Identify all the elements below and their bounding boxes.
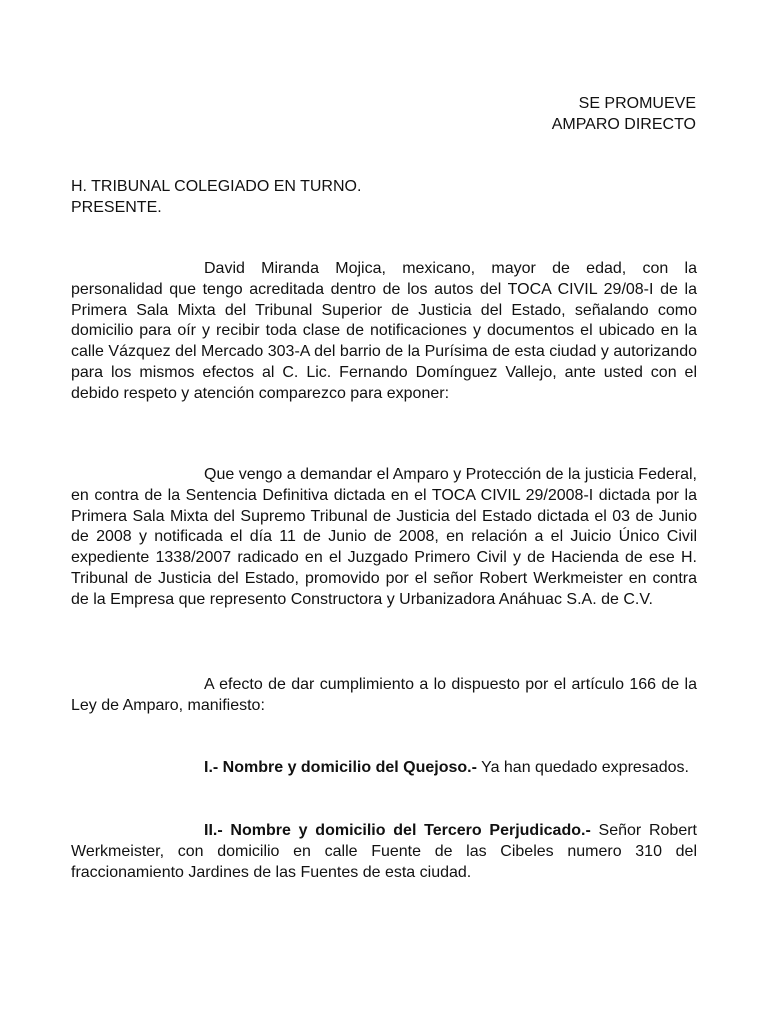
tercero-heading: II.- Nombre y domicilio del Tercero Perjudicado.- (204, 822, 591, 839)
addressee-block (71, 176, 361, 218)
paragraph-demand: Que vengo a demandar el Amparo y Protección de la justicia Federal, en contra de la Sentencia Definitiva dictada en el TOCA CIVIL 29/2008-I dictada por la Primera Sala Mixta del Supremo Tribunal de Justicia del Estado dictada el 03 de Junio de 2008 y notificada el día 11 de Junio de 2008, en relación a el Juicio Único Civil expediente 1338/2007 radicado en el Juzgado Primero Civil y de Hacienda de ese H. Tribunal de Justicia del Estado, promovido por el señor Robert Werkmeister en contra de la Empresa que represento Constructora y Urbanizadora Anáhuac S.A. de C.V. (71, 466, 697, 608)
addressee-tribunal: H. TRIBUNAL COLEGIADO EN TURNO. (71, 178, 362, 195)
addressee-presente: PRESENTE. (71, 199, 162, 216)
paragraph-quejoso (71, 758, 697, 779)
document-heading (552, 93, 696, 135)
quejoso-text: Ya han quedado expresados. (476, 759, 689, 776)
paragraph-tercero-perjudicado (71, 821, 697, 883)
tercero-text: Señor Robert Werkmeister, con domicilio en calle Fuente de las Cibeles numero 310 del fraccionamiento Jardines de las Fuentes de esta ciudad. (71, 822, 697, 881)
quejoso-heading: I.- Nombre y domicilio del Quejoso.- (204, 759, 477, 776)
paragraph-article-166: A efecto de dar cumplimiento a lo dispuesto por el artículo 166 de la Ley de Amparo, manifiesto: (71, 676, 697, 714)
heading-line-promueve: SE PROMUEVE (578, 95, 696, 112)
paragraph-introduction: David Miranda Mojica, mexicano, mayor de edad, con la personalidad que tengo acreditada dentro de los autos del TOCA CIVIL 29/08-I de la Primera Sala Mixta del Tribunal Superior de Justicia del Estado, señalando como domicilio para oír y recibir toda clase de notificaciones y documentos el ubicado en la calle Vázquez del Mercado 303-A del barrio de la Purísima de esta ciudad y autorizando para los mismos efectos al C. Lic. Fernando Domínguez Vallejo, ante usted con el debido respeto y atención comparezco para exponer: (71, 260, 697, 402)
heading-line-amparo: AMPARO DIRECTO (551, 116, 696, 133)
